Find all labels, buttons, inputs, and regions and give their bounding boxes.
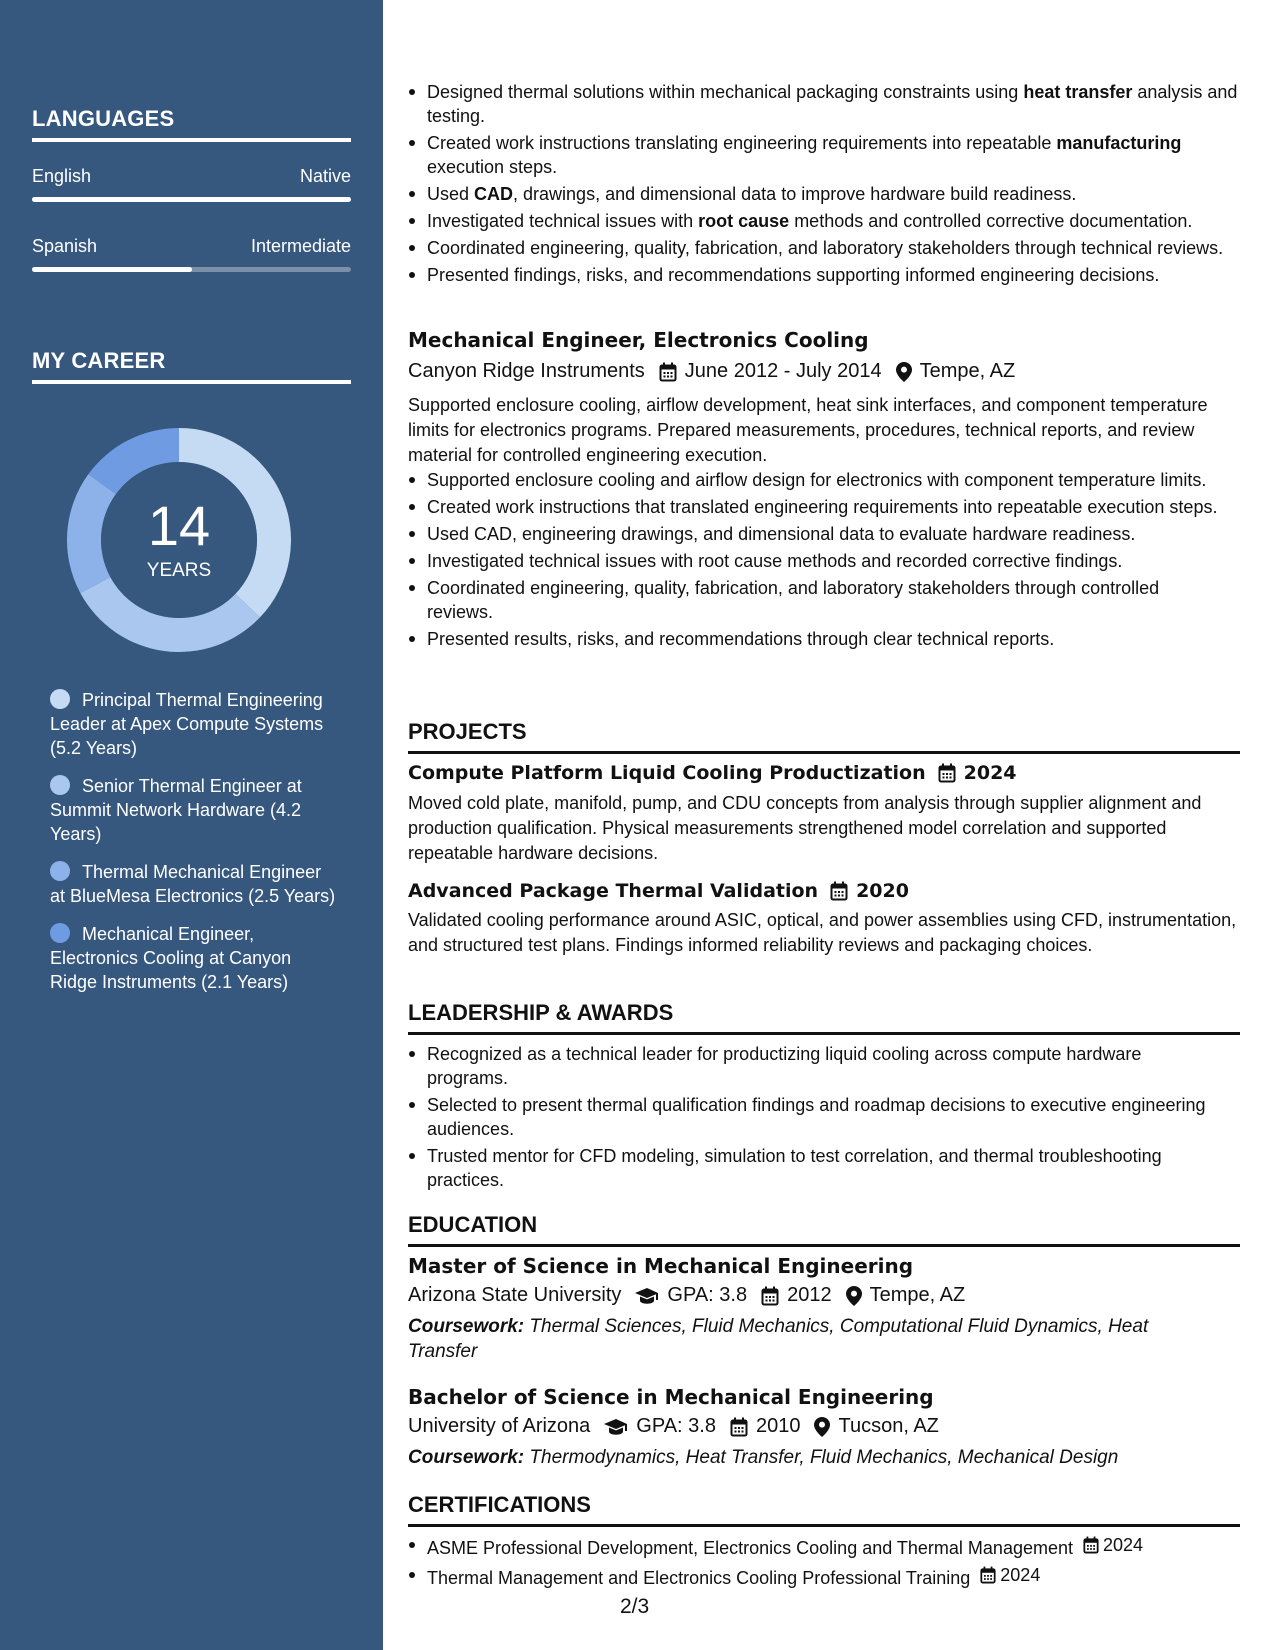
certification-year-wrap	[980, 1563, 1040, 1587]
legend-dot	[50, 923, 70, 943]
bullet-item	[408, 182, 1240, 206]
bullet-keyword: heat transfer	[1023, 82, 1133, 102]
location-pin-icon	[896, 362, 912, 382]
project-title: Compute Platform Liquid Cooling Productization	[408, 762, 926, 784]
calendar-icon	[980, 1566, 996, 1584]
career-legend-item	[50, 860, 340, 908]
certification-year-wrap	[1083, 1533, 1143, 1557]
career-legend-text: Mechanical Engineer, Electronics Cooling at Canyon Ridge Instruments (2.1 Years)	[50, 924, 292, 992]
education-heading: EDUCATION	[408, 1212, 1240, 1247]
legend-dot	[50, 689, 70, 709]
bullet-text: methods and controlled corrective documentation.	[789, 211, 1193, 231]
job-meta	[408, 360, 1015, 383]
certification-list	[408, 1533, 1240, 1593]
coursework-label: Coursework:	[408, 1447, 525, 1468]
career-heading: MY CAREER	[32, 348, 351, 384]
bullet-keyword: CAD	[474, 184, 514, 204]
calendar-icon	[659, 362, 677, 382]
bullet-text: , drawings, and dimensional data to improve hardware build readiness.	[513, 184, 1077, 204]
bullet-item	[408, 80, 1240, 128]
career-legend	[50, 688, 340, 1008]
school-name: Arizona State University	[408, 1284, 622, 1306]
bullet-item: Created work instructions that translated engineering requirements into repeatable execution steps.	[408, 495, 1218, 519]
job-bullets	[408, 468, 1218, 654]
bullet-item: Trusted mentor for CFD modeling, simulation to test correlation, and thermal troubleshooting practices.	[408, 1144, 1218, 1192]
certification-year: 2024	[1103, 1535, 1144, 1555]
calendar-icon	[761, 1286, 779, 1306]
coursework-label: Coursework:	[408, 1316, 525, 1337]
bullet-item	[408, 209, 1240, 233]
career-legend-item	[50, 922, 340, 994]
bullet-item	[408, 236, 1240, 260]
gpa: GPA: 3.8	[636, 1415, 716, 1437]
language-level: Intermediate	[250, 236, 351, 256]
project-description: Moved cold plate, manifold, pump, and CDU concepts from analysis through supplier alignment and production qualification. Physical measurements strengthened model correlation and supported repeatable hardware decisions.	[408, 793, 1202, 863]
location-pin-icon	[846, 1286, 862, 1306]
bullet-item: Coordinated engineering, quality, fabrication, and laboratory stakeholders through controlled reviews.	[408, 576, 1218, 624]
bullet-item: Selected to present thermal qualification findings and roadmap decisions to executive engineering audiences.	[408, 1093, 1218, 1141]
language-level: Native	[299, 166, 351, 186]
calendar-icon	[730, 1417, 748, 1437]
certifications-heading: CERTIFICATIONS	[408, 1492, 1240, 1527]
legend-dot	[50, 861, 70, 881]
projects-heading: PROJECTS	[408, 719, 1240, 754]
bullet-text: Coordinated engineering, quality, fabrication, and laboratory stakeholders through technical reviews.	[427, 238, 1224, 258]
bullet-text: Used	[427, 184, 475, 204]
bullet-item	[408, 263, 1240, 287]
job-dates: June 2012 - July 2014	[684, 360, 882, 382]
project-title-row	[408, 880, 909, 902]
school-location: Tucson, AZ	[838, 1415, 939, 1437]
career-legend-text: Thermal Mechanical Engineer at BlueMesa Electronics (2.5 Years)	[50, 862, 336, 906]
donut-center	[67, 428, 291, 652]
sidebar	[0, 0, 383, 1650]
calendar-icon	[830, 881, 848, 901]
job-title: Mechanical Engineer, Electronics Cooling	[408, 328, 869, 352]
certification-item	[408, 1563, 1240, 1590]
languages-heading: LANGUAGES	[32, 106, 351, 142]
project-year: 2020	[856, 880, 909, 902]
gpa: GPA: 3.8	[667, 1284, 748, 1306]
legend-dot	[50, 775, 70, 795]
calendar-icon	[938, 763, 956, 783]
language-bar-english	[32, 197, 351, 202]
coursework-list: Thermodynamics, Heat Transfer, Fluid Mechanics, Mechanical Design	[524, 1447, 1119, 1468]
bullet-item	[408, 131, 1240, 179]
language-bar-fill	[32, 197, 351, 202]
language-row-english	[32, 166, 351, 187]
certification-year: 2024	[1000, 1565, 1041, 1585]
bullet-text: Investigated technical issues with	[427, 211, 699, 231]
career-legend-item	[50, 774, 340, 846]
leadership-bullets	[408, 1042, 1218, 1195]
career-total-years: 14	[147, 494, 211, 557]
career-legend-text: Senior Thermal Engineer at Summit Network Hardware (4.2 Years)	[50, 776, 302, 844]
job-summary: Supported enclosure cooling, airflow development, heat sink interfaces, and component temperature limits for electronics programs. Prepared measurements, procedures, technical reports, and review material for controlled engineering execution.	[408, 395, 1208, 465]
school-name: University of Arizona	[408, 1415, 591, 1437]
language-name: Spanish	[32, 236, 98, 256]
job-location: Tempe, AZ	[919, 360, 1016, 382]
calendar-icon	[1083, 1536, 1099, 1554]
bullet-item: Used CAD, engineering drawings, and dimensional data to evaluate hardware readiness.	[408, 522, 1218, 546]
bullet-item: Investigated technical issues with root cause methods and recorded corrective findings.	[408, 549, 1218, 573]
school-location: Tempe, AZ	[869, 1284, 966, 1306]
location-pin-icon	[814, 1417, 830, 1437]
graduation-cap-icon	[635, 1287, 659, 1305]
bullet-text: analysis and testing.	[427, 82, 1238, 126]
career-legend-item	[50, 688, 340, 760]
career-years-unit: YEARS	[146, 560, 212, 581]
career-donut-chart	[67, 428, 291, 652]
degree-title: Bachelor of Science in Mechanical Engineering	[408, 1385, 934, 1409]
degree-title: Master of Science in Mechanical Engineering	[408, 1254, 914, 1278]
graduation-cap-icon	[604, 1418, 628, 1436]
project-year: 2024	[963, 762, 1017, 784]
graduation-year: 2010	[755, 1415, 801, 1437]
bullet-keyword: manufacturing	[1056, 133, 1182, 153]
project-title: Advanced Package Thermal Validation	[408, 880, 819, 902]
bullet-keyword: root cause	[698, 211, 790, 231]
project-title-row	[408, 762, 1017, 784]
bullet-item: Presented results, risks, and recommendations through clear technical reports.	[408, 627, 1218, 651]
coursework-list: Thermal Sciences, Fluid Mechanics, Computational Fluid Dynamics, Heat Transfer	[408, 1316, 1149, 1362]
language-name: English	[32, 166, 92, 186]
coursework	[408, 1314, 1218, 1364]
page-number: 2/3	[620, 1595, 650, 1618]
graduation-year: 2012	[787, 1284, 832, 1306]
language-bar-spanish	[32, 267, 351, 272]
bullet-item: Recognized as a technical leader for productizing liquid cooling across compute hardware programs.	[408, 1042, 1218, 1090]
job-company: Canyon Ridge Instruments	[408, 360, 645, 382]
career-legend-text: Principal Thermal Engineering Leader at Apex Compute Systems (5.2 Years)	[50, 690, 324, 758]
leadership-heading: LEADERSHIP & AWARDS	[408, 1000, 1240, 1035]
certification-name: ASME Professional Development, Electronics Cooling and Thermal Management	[427, 1538, 1073, 1558]
project-description: Validated cooling performance around ASIC, optical, and power assemblies using CFD, instrumentation, and structured test plans. Findings informed reliability reviews and packaging choices.	[408, 910, 1237, 955]
bullet-text: Created work instructions translating engineering requirements into repeatable	[427, 133, 1057, 153]
bullet-item: Supported enclosure cooling and airflow design for electronics with component temperature limits.	[408, 468, 1218, 492]
language-bar-fill	[32, 267, 192, 272]
education-meta	[408, 1415, 939, 1438]
education-meta	[408, 1284, 965, 1307]
bullet-text: Presented findings, risks, and recommendations supporting informed engineering decisions.	[427, 265, 1160, 285]
bullet-text: execution steps.	[427, 157, 558, 177]
certification-item	[408, 1533, 1240, 1560]
language-row-spanish	[32, 236, 351, 257]
certification-name: Thermal Management and Electronics Cooling Professional Training	[427, 1568, 971, 1588]
previous-job-bullets	[408, 80, 1240, 290]
coursework	[408, 1445, 1218, 1470]
bullet-text: Designed thermal solutions within mechanical packaging constraints using	[427, 82, 1024, 102]
